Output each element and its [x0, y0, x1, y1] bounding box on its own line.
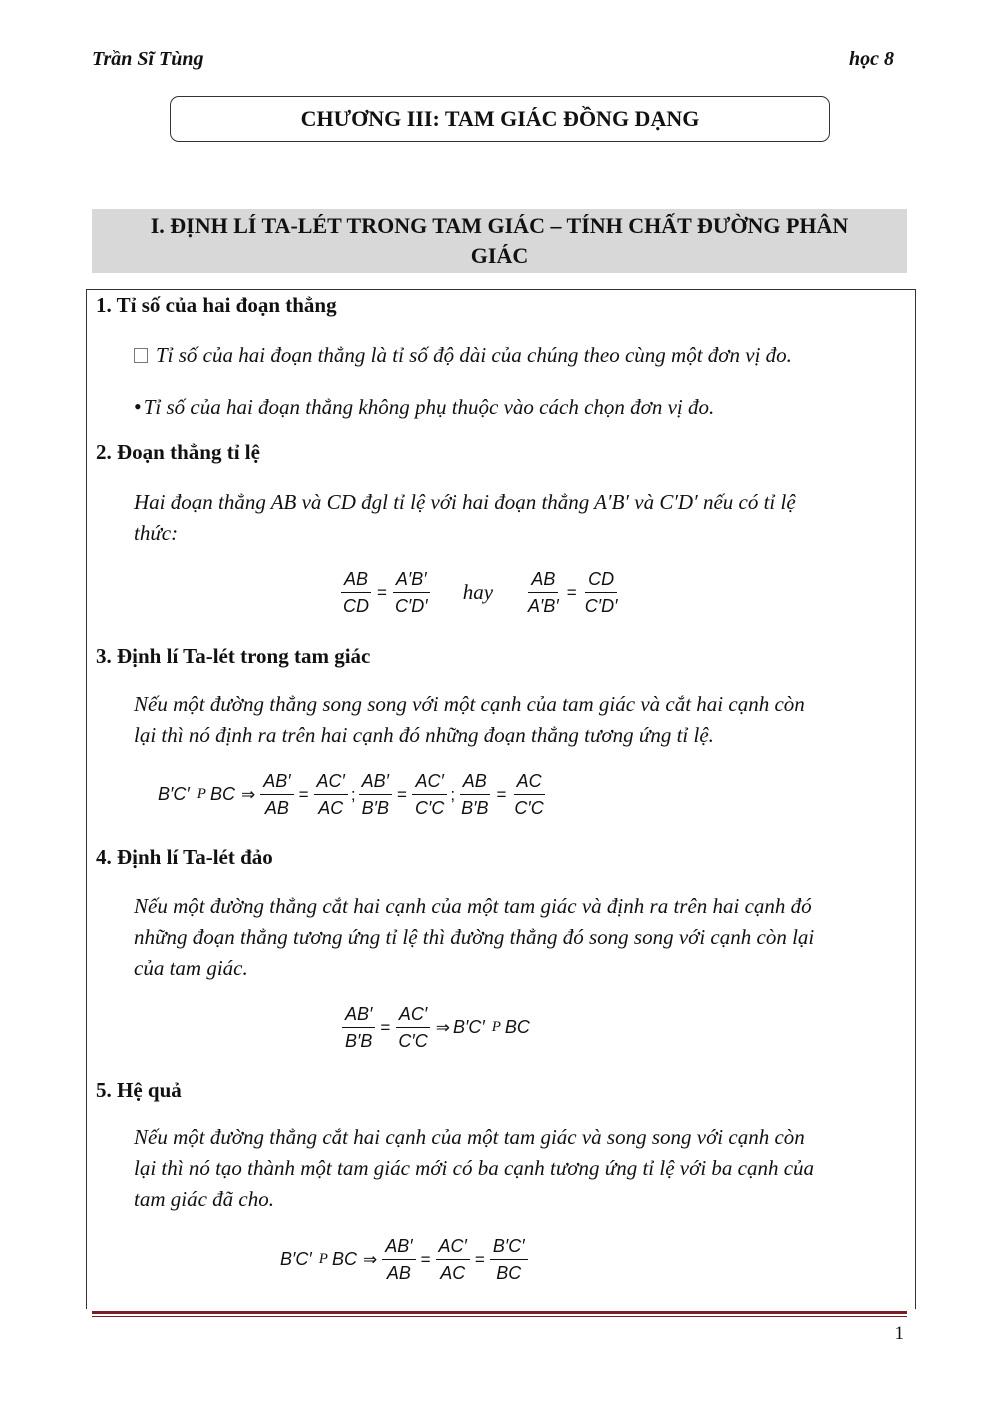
- fraction: $\frac{AB'}{AB}$: [382, 1235, 415, 1284]
- s3-text-line2: lại thì nó định ra trên hai cạnh đó những đoạn thẳng tương ứng tỉ lệ.: [134, 723, 714, 747]
- s2-text: [134, 487, 894, 549]
- s4-text: [134, 891, 894, 984]
- footer-rule-thin: [92, 1316, 907, 1317]
- section-title-line2: GIÁC: [470, 243, 529, 268]
- s4-title: 4. Định lí Ta-lét đảo: [96, 845, 273, 869]
- fraction: $\frac{AC'}{C'C}$: [412, 770, 447, 819]
- s1-bullet1-text: Tỉ số của hai đoạn thẳng là tỉ số độ dài của chúng theo cùng một đơn vị đo.: [156, 343, 792, 367]
- fraction: $\frac{AB}{B'B}$: [461, 771, 489, 818]
- s2-title: 2. Đoạn thẳng tỉ lệ: [96, 440, 260, 464]
- fraction: $\frac{A'B'}{C'D'}$: [392, 568, 431, 617]
- fraction: $\frac{AC'}{AC}$: [314, 770, 348, 819]
- s4-text-line3: của tam giác.: [134, 956, 248, 980]
- s3-text: [134, 689, 894, 751]
- dot-bullet-icon: •: [134, 394, 142, 419]
- fraction: $\frac{AB'}{B'B}$: [342, 1003, 375, 1052]
- fraction: $\frac{AC'}{AC}$: [436, 1235, 470, 1284]
- s5-text: [134, 1122, 894, 1215]
- section-title: [92, 209, 907, 273]
- section-title-line1: I. ĐỊNH LÍ TA-LÉT TRONG TAM GIÁC – TÍNH CHẤT ĐƯỜNG PHÂN: [150, 213, 849, 238]
- s2-formula: $\frac{AB}{CD}$ = $\frac{A'B'}{C'D'}$ hay $\frac{AB}{A'B'}$ = $\frac{CD}{C'D'}$: [338, 568, 622, 617]
- s1-bullet2-text: Tỉ số của hai đoạn thẳng không phụ thuộc vào cách chọn đơn vị đo.: [143, 395, 715, 419]
- chapter-title: CHƯƠNG III: TAM GIÁC ĐỒNG DẠNG: [170, 96, 830, 142]
- s4-formula: $\frac{AB'}{B'B}$ = $\frac{AC'}{C'C}$ ⇒ B′C′ P BC: [340, 1003, 533, 1052]
- s3-formula: B′C′ P BC ⇒ $\frac{AB'}{AB}$ = $\frac{AC'}{AC}$ ; $\frac{AB'}{B'B}$ = $\frac{AC'}{C'C}$ ; $\frac{AB}{B'B}$ = $\frac{AC}{C'C}$: [158, 770, 549, 819]
- box-bullet-icon: [134, 348, 148, 363]
- s2-text-line1: Hai đoạn thẳng AB và CD đgl tỉ lệ với hai đoạn thẳng A′B′ và C′D′ nếu có tỉ lệ: [134, 490, 796, 514]
- s3-title: 3. Định lí Ta-lét trong tam giác: [96, 644, 371, 668]
- header-author: Trần Sĩ Tùng: [92, 48, 204, 70]
- fraction: $\frac{B'C'}{BC}$: [490, 1235, 528, 1284]
- page-number: 1: [894, 1323, 904, 1344]
- s1-bullet2: [134, 391, 894, 423]
- fraction: $\frac{AB'}{AB}$: [260, 770, 293, 819]
- s4-text-line2: những đoạn thẳng tương ứng tỉ lệ thì đường thẳng đó song song với cạnh còn lại: [134, 925, 815, 949]
- fraction: $\frac{AB'}{B'B}$: [359, 770, 392, 819]
- fraction: $\frac{AC}{C'C}$: [514, 771, 544, 818]
- s3-text-line1: Nếu một đường thẳng song song với một cạnh của tam giác và cắt hai cạnh còn: [134, 692, 805, 716]
- s4-text-line1: Nếu một đường thẳng cắt hai cạnh của một tam giác và định ra trên hai cạnh đó: [134, 894, 812, 918]
- fraction: $\frac{AC'}{C'C}$: [395, 1003, 430, 1052]
- s5-text-line3: tam giác đã cho.: [134, 1187, 274, 1211]
- s5-text-line2: lại thì nó tạo thành một tam giác mới có ba cạnh tương ứng tỉ lệ với ba cạnh của: [134, 1156, 815, 1180]
- fraction: $\frac{CD}{C'D'}$: [584, 569, 618, 616]
- s5-formula: B′C′ P BC ⇒ $\frac{AB'}{AB}$ = $\frac{AC'}{AC}$ = $\frac{B'C'}{BC}$: [280, 1235, 530, 1284]
- header-subject: học 8: [849, 48, 894, 70]
- hay-word: hay: [462, 580, 494, 604]
- footer-rule: [92, 1311, 907, 1314]
- s5-title: 5. Hệ quả: [96, 1078, 182, 1102]
- s2-text-line2: thức:: [134, 521, 179, 545]
- fraction: $\frac{AB}{A'B'}$: [528, 569, 559, 616]
- s1-title: 1. Tỉ số của hai đoạn thẳng: [96, 293, 337, 317]
- s5-text-line1: Nếu một đường thẳng cắt hai cạnh của một tam giác và song song với cạnh còn: [134, 1125, 805, 1149]
- s1-bullet1: [134, 340, 894, 371]
- fraction: $\frac{AB}{CD}$: [340, 568, 372, 617]
